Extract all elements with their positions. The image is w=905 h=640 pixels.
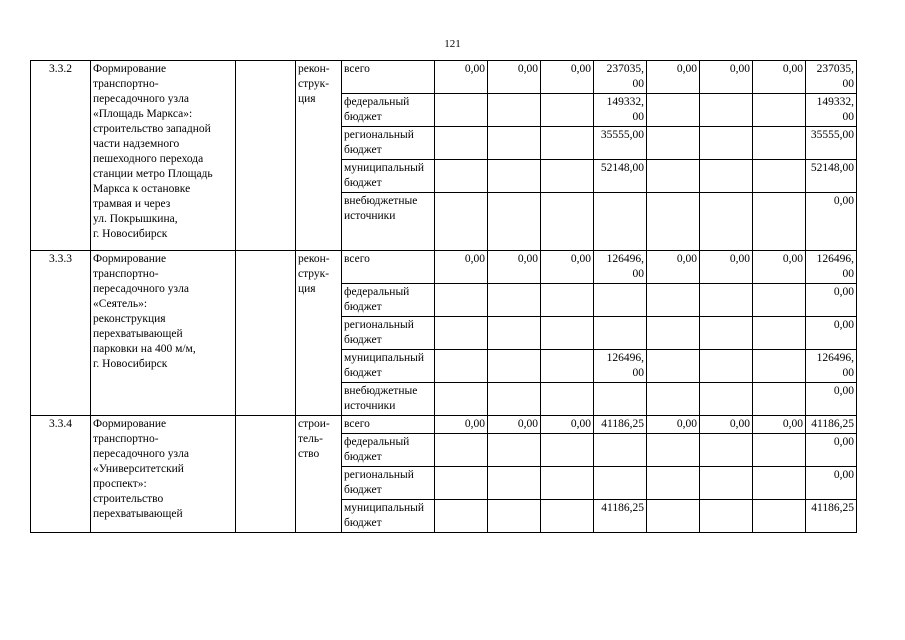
amount-value: 41186,25 xyxy=(594,416,647,434)
amount-value xyxy=(753,317,806,350)
funding-source-label: всего xyxy=(342,416,435,434)
total-value: 41186,25 xyxy=(806,500,857,533)
page-number: 121 xyxy=(444,38,461,50)
work-type: рекон- струк- ция xyxy=(296,251,342,416)
amount-value xyxy=(488,94,541,127)
amount-value xyxy=(700,317,753,350)
total-value: 41186,25 xyxy=(806,416,857,434)
amount-value xyxy=(435,160,488,193)
amount-value xyxy=(541,160,594,193)
amount-value: 0,00 xyxy=(647,416,700,434)
amount-value xyxy=(594,317,647,350)
item-number: 3.3.4 xyxy=(31,416,91,533)
total-value: 149332, 00 xyxy=(806,94,857,127)
table-row xyxy=(31,251,857,284)
funding-source-label: внебюджетные источники xyxy=(342,383,435,416)
amount-value xyxy=(753,500,806,533)
table-row xyxy=(31,61,857,94)
item-name: Формирование транспортно- пересадочного узла «Университетский проспект»: строительство перехватывающей xyxy=(91,416,236,533)
amount-value: 0,00 xyxy=(435,416,488,434)
funding-source-label: всего xyxy=(342,251,435,284)
amount-value xyxy=(647,317,700,350)
amount-value xyxy=(700,193,753,251)
amount-value xyxy=(647,500,700,533)
amount-value: 0,00 xyxy=(753,61,806,94)
amount-value xyxy=(647,467,700,500)
amount-value xyxy=(647,284,700,317)
amount-value xyxy=(488,434,541,467)
amount-value: 0,00 xyxy=(700,61,753,94)
amount-value xyxy=(647,350,700,383)
amount-value xyxy=(647,383,700,416)
amount-value xyxy=(541,383,594,416)
work-type: рекон- струк- ция xyxy=(296,61,342,251)
amount-value xyxy=(488,350,541,383)
amount-value xyxy=(647,434,700,467)
budget-table xyxy=(30,60,857,533)
amount-value xyxy=(700,383,753,416)
funding-source-label: муниципальный бюджет xyxy=(342,350,435,383)
total-value: 237035, 00 xyxy=(806,61,857,94)
funding-source-label: федеральный бюджет xyxy=(342,284,435,317)
amount-value: 149332, 00 xyxy=(594,94,647,127)
amount-value: 52148,00 xyxy=(594,160,647,193)
amount-value xyxy=(700,350,753,383)
amount-value xyxy=(488,383,541,416)
table-row xyxy=(31,416,857,434)
amount-value xyxy=(753,350,806,383)
amount-value xyxy=(700,160,753,193)
amount-value xyxy=(541,350,594,383)
funding-source-label: федеральный бюджет xyxy=(342,434,435,467)
amount-value: 0,00 xyxy=(647,251,700,284)
amount-value: 0,00 xyxy=(488,251,541,284)
amount-value: 0,00 xyxy=(435,61,488,94)
amount-value: 0,00 xyxy=(753,416,806,434)
funding-source-label: федеральный бюджет xyxy=(342,94,435,127)
amount-value xyxy=(541,467,594,500)
amount-value xyxy=(435,500,488,533)
funding-source-label: муниципальный бюджет xyxy=(342,500,435,533)
amount-value: 126496, 00 xyxy=(594,350,647,383)
amount-value xyxy=(435,383,488,416)
total-value: 0,00 xyxy=(806,193,857,251)
total-value: 0,00 xyxy=(806,317,857,350)
amount-value xyxy=(488,467,541,500)
funding-source-label: всего xyxy=(342,61,435,94)
executor-cell xyxy=(236,416,296,533)
amount-value: 35555,00 xyxy=(594,127,647,160)
amount-value: 0,00 xyxy=(700,251,753,284)
amount-value xyxy=(753,193,806,251)
amount-value: 0,00 xyxy=(647,61,700,94)
amount-value xyxy=(594,434,647,467)
funding-source-label: региональный бюджет xyxy=(342,127,435,160)
work-type: строи- тель- ство xyxy=(296,416,342,533)
total-value: 0,00 xyxy=(806,383,857,416)
amount-value: 0,00 xyxy=(541,416,594,434)
total-value: 0,00 xyxy=(806,434,857,467)
amount-value xyxy=(488,317,541,350)
amount-value: 126496, 00 xyxy=(594,251,647,284)
amount-value xyxy=(488,500,541,533)
amount-value: 237035, 00 xyxy=(594,61,647,94)
funding-source-label: региональный бюджет xyxy=(342,467,435,500)
amount-value xyxy=(541,500,594,533)
amount-value xyxy=(594,467,647,500)
amount-value xyxy=(753,284,806,317)
amount-value xyxy=(594,284,647,317)
amount-value xyxy=(435,127,488,160)
amount-value: 0,00 xyxy=(541,251,594,284)
total-value: 0,00 xyxy=(806,284,857,317)
executor-cell xyxy=(236,61,296,251)
amount-value xyxy=(700,284,753,317)
amount-value: 0,00 xyxy=(541,61,594,94)
amount-value xyxy=(594,383,647,416)
amount-value xyxy=(541,284,594,317)
amount-value: 41186,25 xyxy=(594,500,647,533)
amount-value xyxy=(753,94,806,127)
total-value: 52148,00 xyxy=(806,160,857,193)
amount-value xyxy=(647,193,700,251)
total-value: 126496, 00 xyxy=(806,350,857,383)
amount-value: 0,00 xyxy=(488,416,541,434)
amount-value xyxy=(488,193,541,251)
amount-value xyxy=(435,193,488,251)
amount-value xyxy=(700,127,753,160)
amount-value xyxy=(594,193,647,251)
amount-value xyxy=(488,127,541,160)
amount-value xyxy=(435,467,488,500)
amount-value xyxy=(700,434,753,467)
amount-value xyxy=(541,193,594,251)
funding-source-label: региональный бюджет xyxy=(342,317,435,350)
amount-value xyxy=(435,317,488,350)
amount-value: 0,00 xyxy=(488,61,541,94)
item-name: Формирование транспортно- пересадочного узла «Площадь Маркса»: строительство западной части надземного пешеходного перехода станции метро Площадь Маркса к остановке трамвая и через ул. Покрышкина, г. Новосибирск xyxy=(91,61,236,251)
amount-value xyxy=(647,94,700,127)
amount-value xyxy=(753,467,806,500)
amount-value xyxy=(753,160,806,193)
amount-value xyxy=(647,160,700,193)
total-value: 35555,00 xyxy=(806,127,857,160)
amount-value xyxy=(435,94,488,127)
item-name: Формирование транспортно- пересадочного узла «Сеятель»: реконструкция перехватывающей парковки на 400 м/м, г. Новосибирск xyxy=(91,251,236,416)
amount-value xyxy=(435,434,488,467)
amount-value xyxy=(488,284,541,317)
funding-source-label: муниципальный бюджет xyxy=(342,160,435,193)
amount-value: 0,00 xyxy=(435,251,488,284)
total-value: 126496, 00 xyxy=(806,251,857,284)
amount-value xyxy=(700,500,753,533)
amount-value xyxy=(700,94,753,127)
amount-value xyxy=(541,434,594,467)
amount-value xyxy=(435,350,488,383)
amount-value xyxy=(700,467,753,500)
amount-value xyxy=(541,127,594,160)
amount-value xyxy=(753,383,806,416)
amount-value xyxy=(753,127,806,160)
amount-value xyxy=(541,317,594,350)
item-number: 3.3.3 xyxy=(31,251,91,416)
amount-value xyxy=(488,160,541,193)
amount-value: 0,00 xyxy=(753,251,806,284)
item-number: 3.3.2 xyxy=(31,61,91,251)
amount-value xyxy=(753,434,806,467)
funding-source-label: внебюджетные источники xyxy=(342,193,435,251)
amount-value xyxy=(541,94,594,127)
amount-value: 0,00 xyxy=(700,416,753,434)
executor-cell xyxy=(236,251,296,416)
amount-value xyxy=(647,127,700,160)
total-value: 0,00 xyxy=(806,467,857,500)
amount-value xyxy=(435,284,488,317)
